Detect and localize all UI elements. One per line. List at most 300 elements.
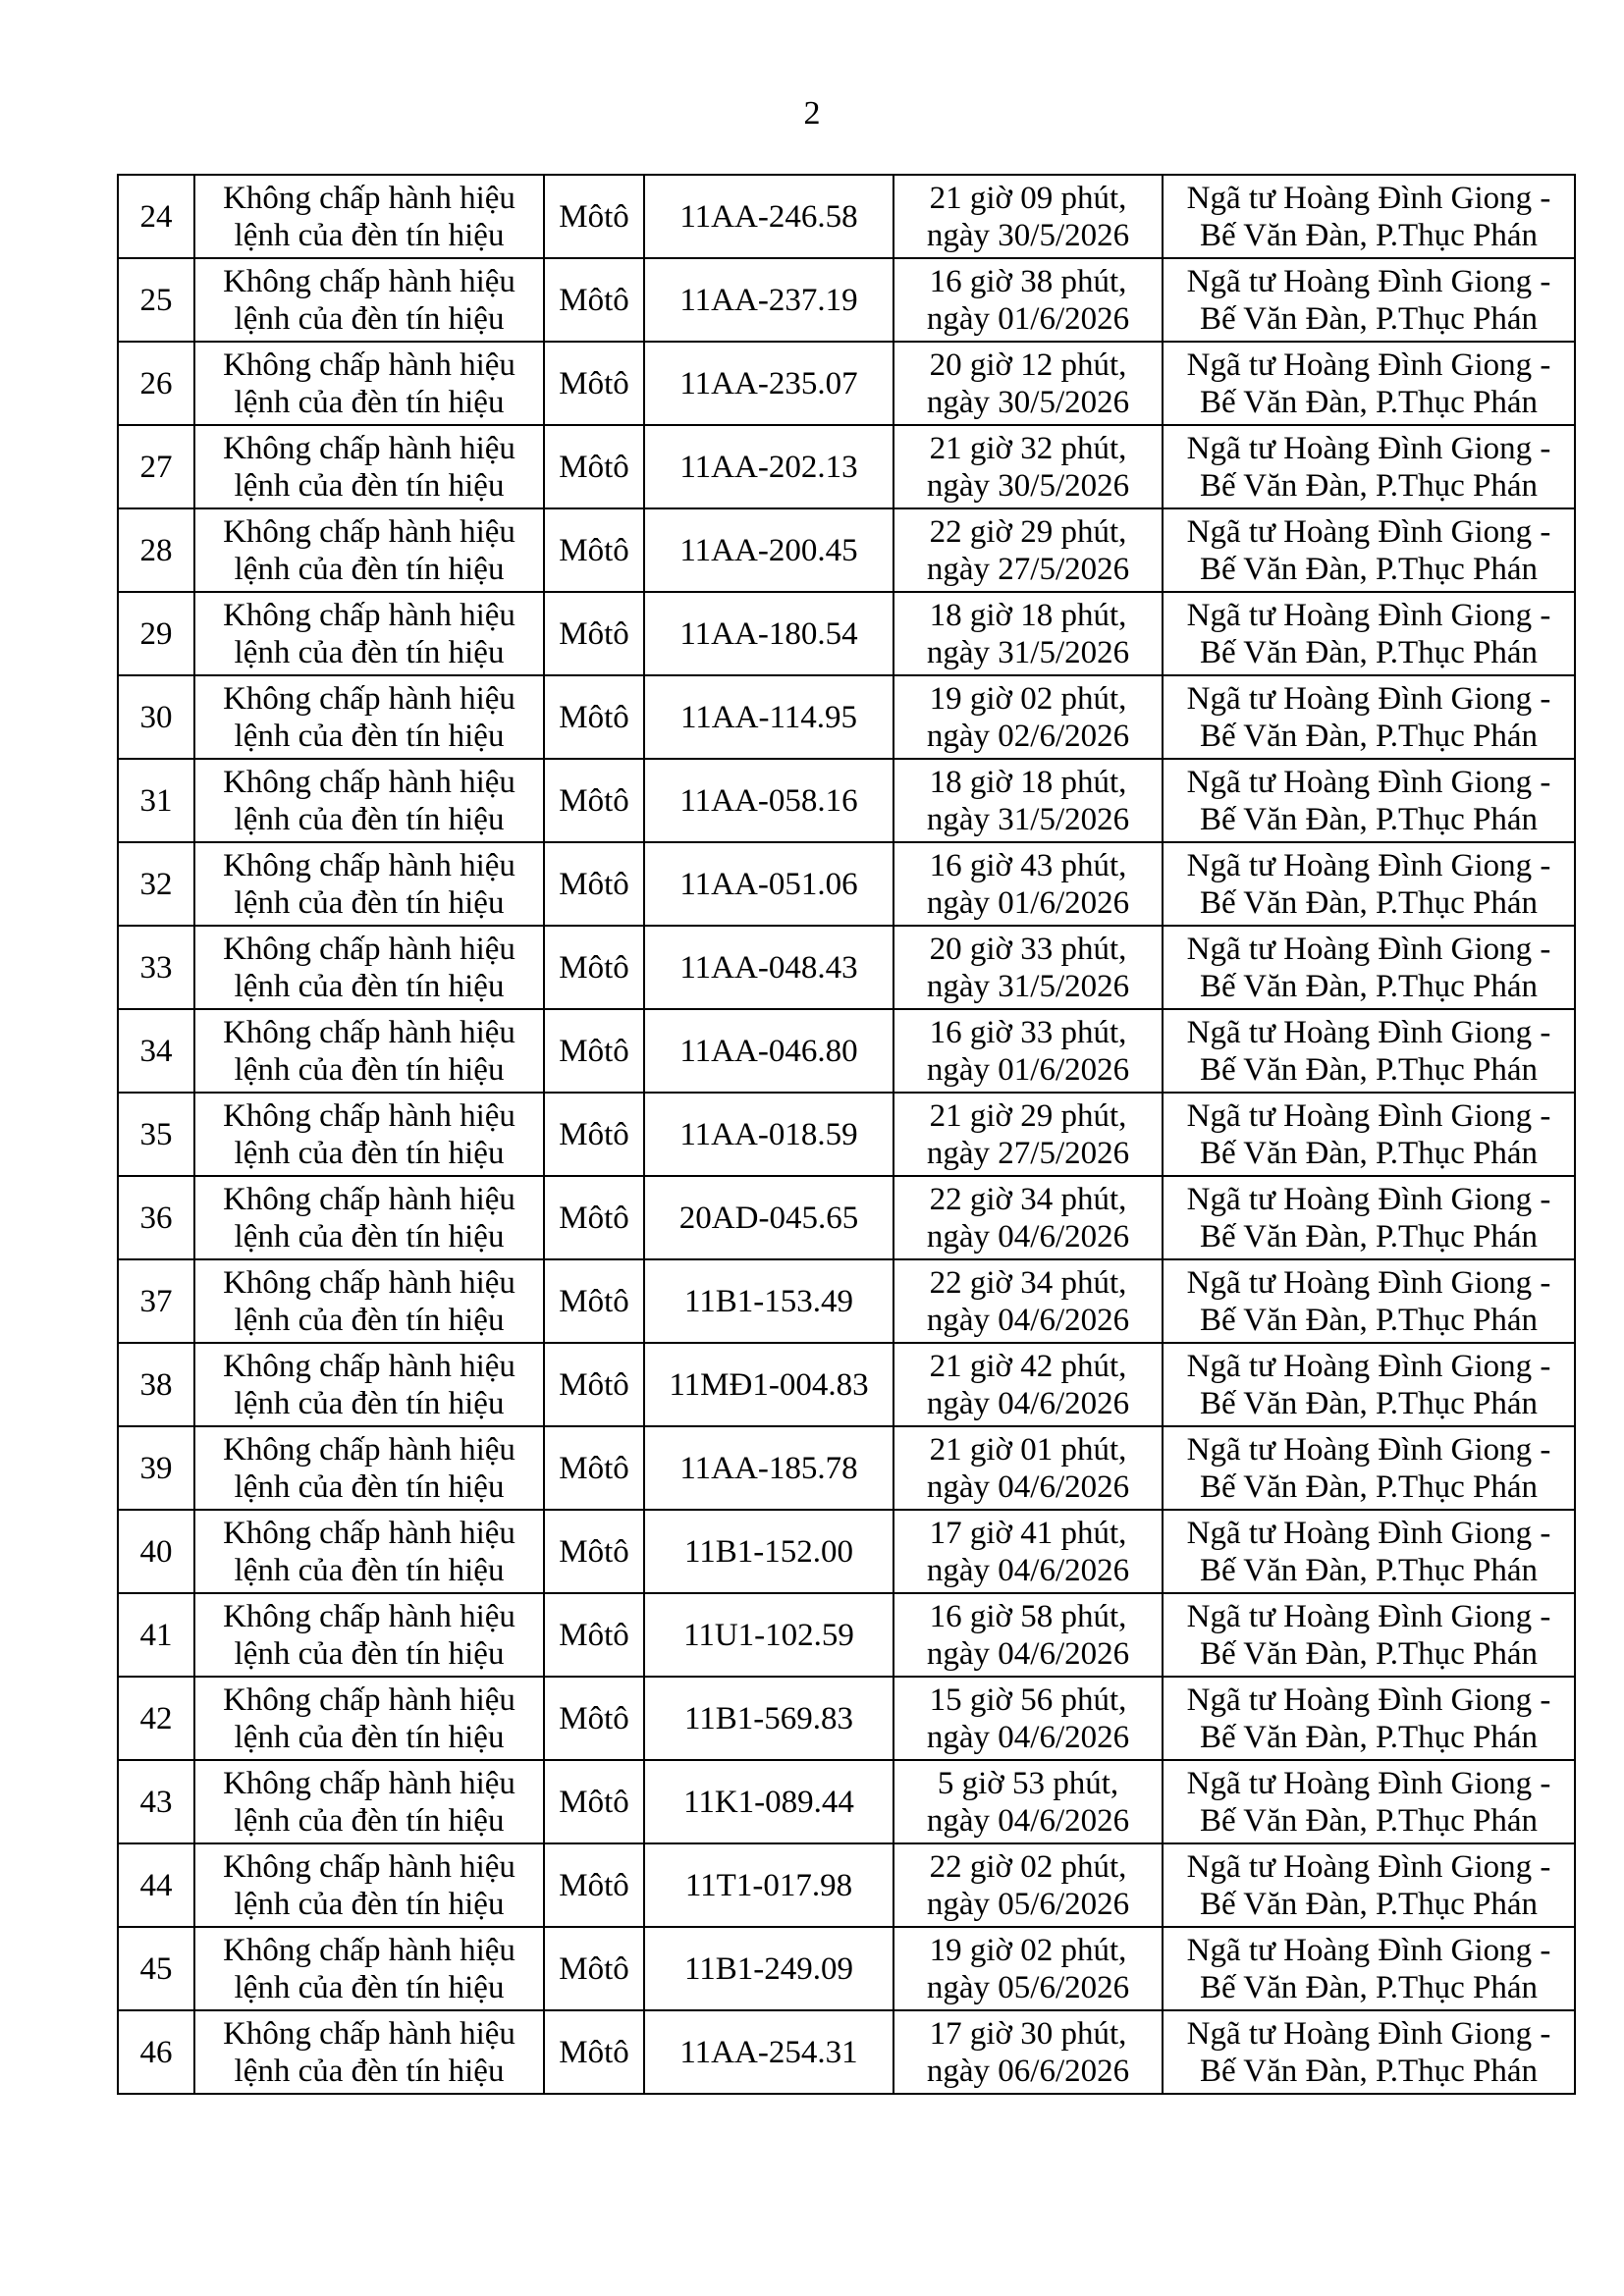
violation-cell-line: Không chấp hành hiệu <box>223 1598 515 1634</box>
table-row <box>118 1843 1575 1927</box>
location-cell-line: Bế Văn Đàn, P.Thục Phán <box>1199 1802 1539 1839</box>
location-cell <box>1163 2010 1575 2094</box>
violation-time-cell-line: 22 giờ 34 phút, <box>929 1181 1127 1217</box>
violation-time-cell-line: 18 giờ 18 phút, <box>929 764 1127 800</box>
location-cell-line: Ngã tư Hoàng Đình Giong - <box>1186 347 1551 383</box>
location-cell-line: Ngã tư Hoàng Đình Giong - <box>1186 1014 1551 1050</box>
vehicle-type-cell: Môtô <box>544 1343 644 1426</box>
row-number-cell: 31 <box>118 759 194 842</box>
violation-time-cell <box>893 842 1163 926</box>
table-row <box>118 175 1575 258</box>
table-row <box>118 1593 1575 1677</box>
violation-cell-line: lệnh của đèn tín hiệu <box>234 1135 505 1171</box>
row-number-cell: 36 <box>118 1176 194 1259</box>
license-plate-cell: 11AA-058.16 <box>644 759 893 842</box>
violation-time-cell-line: ngày 04/6/2026 <box>926 1802 1130 1839</box>
violation-cell-line: lệnh của đèn tín hiệu <box>234 1552 505 1588</box>
location-cell <box>1163 342 1575 425</box>
vehicle-type-cell: Môtô <box>544 675 644 759</box>
violation-cell-line: lệnh của đèn tín hiệu <box>234 968 505 1004</box>
violation-cell <box>194 1927 544 2010</box>
license-plate-cell: 11MĐ1-004.83 <box>644 1343 893 1426</box>
location-cell-line: Bế Văn Đàn, P.Thục Phán <box>1199 801 1539 837</box>
violation-time-cell <box>893 2010 1163 2094</box>
violation-cell-line: Không chấp hành hiệu <box>223 1765 515 1801</box>
location-cell-line: Ngã tư Hoàng Đình Giong - <box>1186 180 1551 216</box>
violation-cell-line: Không chấp hành hiệu <box>223 764 515 800</box>
license-plate-cell: 11AA-018.59 <box>644 1093 893 1176</box>
violation-cell-line: lệnh của đèn tín hiệu <box>234 1468 505 1505</box>
table-row <box>118 425 1575 508</box>
table-row <box>118 2010 1575 2094</box>
location-cell-line: Bế Văn Đàn, P.Thục Phán <box>1199 968 1539 1004</box>
violation-cell-line: lệnh của đèn tín hiệu <box>234 1719 505 1755</box>
location-cell <box>1163 1426 1575 1510</box>
location-cell-line: Bế Văn Đàn, P.Thục Phán <box>1199 1051 1539 1088</box>
license-plate-cell: 11AA-180.54 <box>644 592 893 675</box>
vehicle-type-cell: Môtô <box>544 342 644 425</box>
violation-cell-line: Không chấp hành hiệu <box>223 1014 515 1050</box>
violation-time-cell <box>893 1927 1163 2010</box>
location-cell-line: Ngã tư Hoàng Đình Giong - <box>1186 513 1551 550</box>
table-row <box>118 1009 1575 1093</box>
location-cell-line: Bế Văn Đàn, P.Thục Phán <box>1199 467 1539 504</box>
vehicle-type-cell: Môtô <box>544 1009 644 1093</box>
license-plate-cell: 11AA-114.95 <box>644 675 893 759</box>
violation-cell-line: lệnh của đèn tín hiệu <box>234 1051 505 1088</box>
violation-cell-line: Không chấp hành hiệu <box>223 1848 515 1885</box>
violation-cell-line: lệnh của đèn tín hiệu <box>234 217 505 253</box>
violation-cell <box>194 842 544 926</box>
location-cell-line: Ngã tư Hoàng Đình Giong - <box>1186 2015 1551 2052</box>
location-cell <box>1163 508 1575 592</box>
row-number-cell: 29 <box>118 592 194 675</box>
row-number-cell: 39 <box>118 1426 194 1510</box>
vehicle-type-cell: Môtô <box>544 1593 644 1677</box>
license-plate-cell: 11AA-202.13 <box>644 425 893 508</box>
location-cell-line: Bế Văn Đàn, P.Thục Phán <box>1199 300 1539 337</box>
violation-time-cell-line: ngày 27/5/2026 <box>926 551 1130 587</box>
violation-cell <box>194 1843 544 1927</box>
vehicle-type-cell: Môtô <box>544 425 644 508</box>
violation-cell-line: Không chấp hành hiệu <box>223 1932 515 1968</box>
location-cell-line: Bế Văn Đàn, P.Thục Phán <box>1199 1635 1539 1672</box>
violation-time-cell-line: 22 giờ 02 phút, <box>929 1848 1127 1885</box>
violation-time-cell-line: 19 giờ 02 phút, <box>929 1932 1127 1968</box>
violation-time-cell-line: ngày 31/5/2026 <box>926 801 1130 837</box>
location-cell <box>1163 1093 1575 1176</box>
table-row <box>118 342 1575 425</box>
violation-cell-line: lệnh của đèn tín hiệu <box>234 1385 505 1421</box>
violation-time-cell-line: ngày 05/6/2026 <box>926 1886 1130 1922</box>
violation-cell-line: lệnh của đèn tín hiệu <box>234 1218 505 1255</box>
violation-cell-line: lệnh của đèn tín hiệu <box>234 1635 505 1672</box>
table-row <box>118 842 1575 926</box>
location-cell <box>1163 1677 1575 1760</box>
license-plate-cell: 11AA-051.06 <box>644 842 893 926</box>
violation-time-cell <box>893 508 1163 592</box>
violation-time-cell <box>893 258 1163 342</box>
violation-time-cell-line: 21 giờ 32 phút, <box>929 430 1127 466</box>
violation-cell-line: lệnh của đèn tín hiệu <box>234 634 505 670</box>
violation-cell <box>194 1510 544 1593</box>
row-number-cell: 34 <box>118 1009 194 1093</box>
license-plate-cell: 11AA-046.80 <box>644 1009 893 1093</box>
violation-time-cell-line: ngày 01/6/2026 <box>926 300 1130 337</box>
table-row <box>118 1426 1575 1510</box>
vehicle-type-cell: Môtô <box>544 1093 644 1176</box>
violation-time-cell-line: 19 giờ 02 phút, <box>929 680 1127 717</box>
violation-cell <box>194 675 544 759</box>
location-cell-line: Ngã tư Hoàng Đình Giong - <box>1186 847 1551 883</box>
violation-time-cell-line: ngày 04/6/2026 <box>926 1218 1130 1255</box>
table-row <box>118 1510 1575 1593</box>
license-plate-cell: 11AA-235.07 <box>644 342 893 425</box>
license-plate-cell: 11AA-200.45 <box>644 508 893 592</box>
violation-cell-line: lệnh của đèn tín hiệu <box>234 801 505 837</box>
violation-cell-line: lệnh của đèn tín hiệu <box>234 384 505 420</box>
violation-cell <box>194 258 544 342</box>
violation-time-cell-line: ngày 02/6/2026 <box>926 718 1130 754</box>
violation-time-cell <box>893 342 1163 425</box>
location-cell-line: Ngã tư Hoàng Đình Giong - <box>1186 597 1551 633</box>
violation-cell-line: lệnh của đèn tín hiệu <box>234 300 505 337</box>
violation-cell <box>194 759 544 842</box>
table-row <box>118 1927 1575 2010</box>
violation-cell-line: Không chấp hành hiệu <box>223 1097 515 1134</box>
violation-time-cell-line: ngày 04/6/2026 <box>926 1719 1130 1755</box>
vehicle-type-cell: Môtô <box>544 1259 644 1343</box>
violation-cell <box>194 1343 544 1426</box>
location-cell-line: Bế Văn Đàn, P.Thục Phán <box>1199 217 1539 253</box>
row-number-cell: 38 <box>118 1343 194 1426</box>
location-cell-line: Ngã tư Hoàng Đình Giong - <box>1186 263 1551 299</box>
location-cell-line: Bế Văn Đàn, P.Thục Phán <box>1199 1969 1539 2005</box>
location-cell-line: Bế Văn Đàn, P.Thục Phán <box>1199 884 1539 921</box>
location-cell-line: Bế Văn Đàn, P.Thục Phán <box>1199 2053 1539 2089</box>
violation-time-cell-line: ngày 04/6/2026 <box>926 1385 1130 1421</box>
location-cell-line: Bế Văn Đàn, P.Thục Phán <box>1199 718 1539 754</box>
location-cell <box>1163 258 1575 342</box>
location-cell <box>1163 1927 1575 2010</box>
violation-cell-line: Không chấp hành hiệu <box>223 1181 515 1217</box>
license-plate-cell: 11AA-185.78 <box>644 1426 893 1510</box>
violation-time-cell-line: 21 giờ 42 phút, <box>929 1348 1127 1384</box>
license-plate-cell: 11K1-089.44 <box>644 1760 893 1843</box>
row-number-cell: 40 <box>118 1510 194 1593</box>
license-plate-cell: 20AD-045.65 <box>644 1176 893 1259</box>
location-cell <box>1163 1510 1575 1593</box>
table-row <box>118 1760 1575 1843</box>
location-cell-line: Ngã tư Hoàng Đình Giong - <box>1186 1848 1551 1885</box>
row-number-cell: 26 <box>118 342 194 425</box>
violation-cell <box>194 1677 544 1760</box>
table-row <box>118 592 1575 675</box>
vehicle-type-cell: Môtô <box>544 258 644 342</box>
violation-time-cell <box>893 926 1163 1009</box>
violation-time-cell <box>893 1009 1163 1093</box>
vehicle-type-cell: Môtô <box>544 1510 644 1593</box>
row-number-cell: 35 <box>118 1093 194 1176</box>
location-cell <box>1163 425 1575 508</box>
violation-time-cell-line: 16 giờ 33 phút, <box>929 1014 1127 1050</box>
location-cell-line: Bế Văn Đàn, P.Thục Phán <box>1199 384 1539 420</box>
violation-cell-line: Không chấp hành hiệu <box>223 847 515 883</box>
violations-table-body <box>118 175 1575 2094</box>
location-cell-line: Bế Văn Đàn, P.Thục Phán <box>1199 634 1539 670</box>
violation-time-cell <box>893 1259 1163 1343</box>
license-plate-cell: 11T1-017.98 <box>644 1843 893 1927</box>
violation-time-cell-line: ngày 04/6/2026 <box>926 1302 1130 1338</box>
vehicle-type-cell: Môtô <box>544 842 644 926</box>
vehicle-type-cell: Môtô <box>544 175 644 258</box>
location-cell-line: Bế Văn Đàn, P.Thục Phán <box>1199 1468 1539 1505</box>
row-number-cell: 44 <box>118 1843 194 1927</box>
location-cell-line: Bế Văn Đàn, P.Thục Phán <box>1199 1218 1539 1255</box>
violation-time-cell-line: ngày 01/6/2026 <box>926 1051 1130 1088</box>
location-cell <box>1163 675 1575 759</box>
location-cell <box>1163 175 1575 258</box>
violation-time-cell-line: ngày 04/6/2026 <box>926 1552 1130 1588</box>
violation-cell <box>194 342 544 425</box>
violation-time-cell-line: ngày 30/5/2026 <box>926 467 1130 504</box>
license-plate-cell: 11AA-237.19 <box>644 258 893 342</box>
table-row <box>118 1259 1575 1343</box>
violation-time-cell-line: ngày 04/6/2026 <box>926 1635 1130 1672</box>
table-row <box>118 1176 1575 1259</box>
location-cell-line: Ngã tư Hoàng Đình Giong - <box>1186 931 1551 967</box>
vehicle-type-cell: Môtô <box>544 508 644 592</box>
violation-cell <box>194 1593 544 1677</box>
violation-cell-line: Không chấp hành hiệu <box>223 1264 515 1301</box>
violation-time-cell <box>893 1677 1163 1760</box>
location-cell-line: Ngã tư Hoàng Đình Giong - <box>1186 1598 1551 1634</box>
vehicle-type-cell: Môtô <box>544 926 644 1009</box>
violation-cell-line: lệnh của đèn tín hiệu <box>234 2053 505 2089</box>
table-row <box>118 675 1575 759</box>
violation-time-cell-line: 18 giờ 18 phút, <box>929 597 1127 633</box>
vehicle-type-cell: Môtô <box>544 1677 644 1760</box>
violation-cell-line: lệnh của đèn tín hiệu <box>234 1802 505 1839</box>
location-cell-line: Bế Văn Đàn, P.Thục Phán <box>1199 1385 1539 1421</box>
violation-cell-line: Không chấp hành hiệu <box>223 1515 515 1551</box>
violation-time-cell <box>893 425 1163 508</box>
violation-time-cell-line: ngày 30/5/2026 <box>926 384 1130 420</box>
location-cell <box>1163 1009 1575 1093</box>
violation-time-cell <box>893 592 1163 675</box>
page-number: 2 <box>803 95 821 132</box>
table-row <box>118 926 1575 1009</box>
violation-cell-line: lệnh của đèn tín hiệu <box>234 1302 505 1338</box>
vehicle-type-cell: Môtô <box>544 759 644 842</box>
violation-cell <box>194 1093 544 1176</box>
violation-time-cell-line: 22 giờ 29 phút, <box>929 513 1127 550</box>
location-cell-line: Bế Văn Đàn, P.Thục Phán <box>1199 551 1539 587</box>
location-cell <box>1163 1259 1575 1343</box>
row-number-cell: 27 <box>118 425 194 508</box>
row-number-cell: 46 <box>118 2010 194 2094</box>
violation-cell-line: Không chấp hành hiệu <box>223 2015 515 2052</box>
violation-time-cell-line: ngày 27/5/2026 <box>926 1135 1130 1171</box>
violation-time-cell-line: 15 giờ 56 phút, <box>929 1682 1127 1718</box>
violation-time-cell-line: 21 giờ 29 phút, <box>929 1097 1127 1134</box>
violation-time-cell-line: ngày 06/6/2026 <box>926 2053 1130 2089</box>
violation-cell <box>194 1760 544 1843</box>
location-cell-line: Ngã tư Hoàng Đình Giong - <box>1186 1515 1551 1551</box>
violation-time-cell-line: 22 giờ 34 phút, <box>929 1264 1127 1301</box>
row-number-cell: 28 <box>118 508 194 592</box>
row-number-cell: 24 <box>118 175 194 258</box>
violation-cell <box>194 926 544 1009</box>
row-number-cell: 33 <box>118 926 194 1009</box>
location-cell <box>1163 592 1575 675</box>
table-row <box>118 759 1575 842</box>
violation-cell-line: Không chấp hành hiệu <box>223 680 515 717</box>
violation-time-cell <box>893 1426 1163 1510</box>
violation-time-cell-line: ngày 31/5/2026 <box>926 634 1130 670</box>
violation-time-cell-line: 20 giờ 33 phút, <box>929 931 1127 967</box>
location-cell-line: Bế Văn Đàn, P.Thục Phán <box>1199 1886 1539 1922</box>
violation-time-cell <box>893 1510 1163 1593</box>
violation-cell-line: lệnh của đèn tín hiệu <box>234 1969 505 2005</box>
location-cell <box>1163 1343 1575 1426</box>
violation-time-cell-line: ngày 04/6/2026 <box>926 1468 1130 1505</box>
violation-cell-line: lệnh của đèn tín hiệu <box>234 884 505 921</box>
location-cell-line: Ngã tư Hoàng Đình Giong - <box>1186 1097 1551 1134</box>
violation-cell <box>194 592 544 675</box>
violation-cell-line: lệnh của đèn tín hiệu <box>234 718 505 754</box>
location-cell <box>1163 842 1575 926</box>
violation-time-cell-line: ngày 01/6/2026 <box>926 884 1130 921</box>
violation-cell-line: lệnh của đèn tín hiệu <box>234 467 505 504</box>
violation-cell-line: Không chấp hành hiệu <box>223 1682 515 1718</box>
violation-time-cell <box>893 1760 1163 1843</box>
location-cell-line: Ngã tư Hoàng Đình Giong - <box>1186 430 1551 466</box>
violation-cell <box>194 175 544 258</box>
violation-time-cell-line: 21 giờ 01 phút, <box>929 1431 1127 1468</box>
location-cell-line: Ngã tư Hoàng Đình Giong - <box>1186 1932 1551 1968</box>
violation-time-cell <box>893 1093 1163 1176</box>
row-number-cell: 37 <box>118 1259 194 1343</box>
violation-time-cell-line: 20 giờ 12 phút, <box>929 347 1127 383</box>
violation-cell-line: Không chấp hành hiệu <box>223 1431 515 1468</box>
vehicle-type-cell: Môtô <box>544 2010 644 2094</box>
location-cell-line: Ngã tư Hoàng Đình Giong - <box>1186 764 1551 800</box>
violation-time-cell-line: ngày 30/5/2026 <box>926 217 1130 253</box>
table-row <box>118 1343 1575 1426</box>
violation-cell-line: Không chấp hành hiệu <box>223 597 515 633</box>
location-cell-line: Bế Văn Đàn, P.Thục Phán <box>1199 1719 1539 1755</box>
violation-time-cell <box>893 1593 1163 1677</box>
location-cell <box>1163 926 1575 1009</box>
violation-time-cell-line: 21 giờ 09 phút, <box>929 180 1127 216</box>
table-row <box>118 1093 1575 1176</box>
violation-time-cell-line: ngày 31/5/2026 <box>926 968 1130 1004</box>
license-plate-cell: 11B1-569.83 <box>644 1677 893 1760</box>
vehicle-type-cell: Môtô <box>544 592 644 675</box>
location-cell-line: Ngã tư Hoàng Đình Giong - <box>1186 1348 1551 1384</box>
violation-time-cell <box>893 675 1163 759</box>
location-cell <box>1163 1760 1575 1843</box>
violation-cell <box>194 2010 544 2094</box>
violation-time-cell <box>893 1843 1163 1927</box>
license-plate-cell: 11AA-254.31 <box>644 2010 893 2094</box>
violation-cell-line: Không chấp hành hiệu <box>223 1348 515 1384</box>
violation-time-cell-line: 17 giờ 41 phút, <box>929 1515 1127 1551</box>
table-row <box>118 508 1575 592</box>
violation-time-cell-line: 17 giờ 30 phút, <box>929 2015 1127 2052</box>
table-row <box>118 1677 1575 1760</box>
location-cell <box>1163 1843 1575 1927</box>
row-number-cell: 32 <box>118 842 194 926</box>
vehicle-type-cell: Môtô <box>544 1843 644 1927</box>
location-cell-line: Ngã tư Hoàng Đình Giong - <box>1186 1181 1551 1217</box>
location-cell-line: Bế Văn Đàn, P.Thục Phán <box>1199 1302 1539 1338</box>
violation-cell <box>194 1426 544 1510</box>
location-cell-line: Ngã tư Hoàng Đình Giong - <box>1186 1682 1551 1718</box>
location-cell-line: Bế Văn Đàn, P.Thục Phán <box>1199 1552 1539 1588</box>
location-cell <box>1163 759 1575 842</box>
license-plate-cell: 11AA-048.43 <box>644 926 893 1009</box>
location-cell-line: Ngã tư Hoàng Đình Giong - <box>1186 1264 1551 1301</box>
violation-time-cell-line: 16 giờ 38 phút, <box>929 263 1127 299</box>
violation-time-cell-line: 16 giờ 43 phút, <box>929 847 1127 883</box>
license-plate-cell: 11B1-152.00 <box>644 1510 893 1593</box>
violation-cell-line: lệnh của đèn tín hiệu <box>234 1886 505 1922</box>
license-plate-cell: 11U1-102.59 <box>644 1593 893 1677</box>
violation-cell-line: lệnh của đèn tín hiệu <box>234 551 505 587</box>
row-number-cell: 43 <box>118 1760 194 1843</box>
violation-time-cell-line: ngày 05/6/2026 <box>926 1969 1130 2005</box>
row-number-cell: 30 <box>118 675 194 759</box>
violation-cell <box>194 508 544 592</box>
location-cell-line: Ngã tư Hoàng Đình Giong - <box>1186 680 1551 717</box>
violation-cell <box>194 425 544 508</box>
violations-table <box>117 174 1576 2095</box>
location-cell-line: Bế Văn Đàn, P.Thục Phán <box>1199 1135 1539 1171</box>
vehicle-type-cell: Môtô <box>544 1426 644 1510</box>
violation-cell <box>194 1259 544 1343</box>
violation-time-cell <box>893 1343 1163 1426</box>
location-cell-line: Ngã tư Hoàng Đình Giong - <box>1186 1765 1551 1801</box>
violation-cell-line: Không chấp hành hiệu <box>223 347 515 383</box>
license-plate-cell: 11B1-249.09 <box>644 1927 893 2010</box>
violation-time-cell <box>893 1176 1163 1259</box>
location-cell <box>1163 1176 1575 1259</box>
row-number-cell: 45 <box>118 1927 194 2010</box>
license-plate-cell: 11B1-153.49 <box>644 1259 893 1343</box>
table-row <box>118 258 1575 342</box>
location-cell-line: Ngã tư Hoàng Đình Giong - <box>1186 1431 1551 1468</box>
violation-cell <box>194 1009 544 1093</box>
violation-cell-line: Không chấp hành hiệu <box>223 931 515 967</box>
violation-cell <box>194 1176 544 1259</box>
violation-time-cell-line: 5 giờ 53 phút, <box>937 1765 1119 1801</box>
violation-cell-line: Không chấp hành hiệu <box>223 513 515 550</box>
row-number-cell: 42 <box>118 1677 194 1760</box>
vehicle-type-cell: Môtô <box>544 1176 644 1259</box>
location-cell <box>1163 1593 1575 1677</box>
violation-time-cell <box>893 175 1163 258</box>
violation-cell-line: Không chấp hành hiệu <box>223 263 515 299</box>
vehicle-type-cell: Môtô <box>544 1927 644 2010</box>
violation-time-cell-line: 16 giờ 58 phút, <box>929 1598 1127 1634</box>
violation-cell-line: Không chấp hành hiệu <box>223 430 515 466</box>
violation-time-cell <box>893 759 1163 842</box>
violation-cell-line: Không chấp hành hiệu <box>223 180 515 216</box>
row-number-cell: 41 <box>118 1593 194 1677</box>
row-number-cell: 25 <box>118 258 194 342</box>
